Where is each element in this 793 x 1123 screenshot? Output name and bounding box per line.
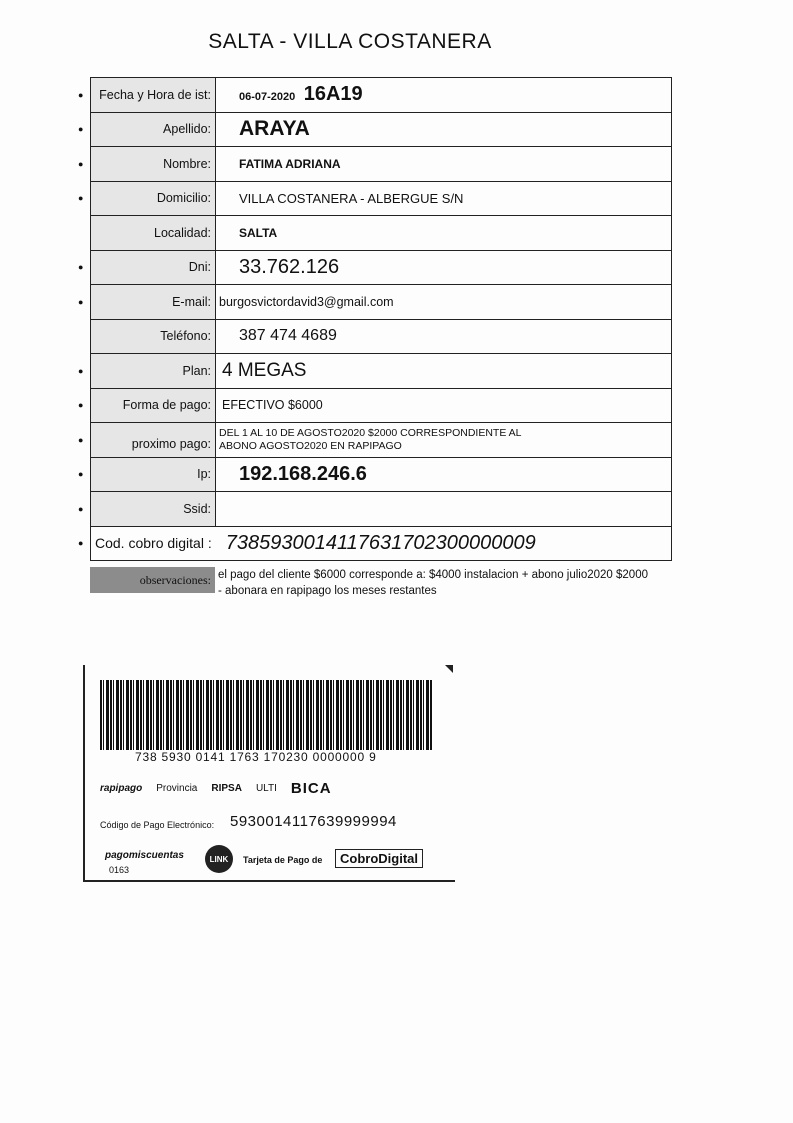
apellido-value: ARAYA	[239, 117, 310, 141]
bullet: ●	[78, 503, 84, 514]
cod-cobro-value: 7385930014117631702300000009	[225, 531, 536, 554]
bullet: ●	[78, 365, 84, 376]
proximo-pago-line2: ABONO AGOSTO2020 EN RAPIPAGO	[219, 439, 402, 452]
bullet: ●	[78, 124, 84, 135]
bullet: ●	[78, 158, 84, 169]
ssid-label: Ssid:	[91, 492, 216, 526]
ip-value: 192.168.246.6	[239, 462, 367, 485]
payment-logos	[100, 780, 332, 797]
cod-cobro-label: Cod. cobro digital :	[95, 535, 212, 552]
domicilio-value: VILLA COSTANERA - ALBERGUE S/N	[239, 190, 464, 206]
barcode-number: 738 5930 0141 1763 170230 0000000 9	[135, 750, 377, 764]
bullet: ●	[78, 262, 84, 273]
row-ssid	[78, 492, 671, 527]
code-label: Código de Pago Electrónico:	[100, 820, 215, 830]
row-dni	[78, 251, 671, 286]
observaciones-label: observaciones:	[90, 567, 215, 593]
telefono-value: 387 474 4689	[239, 327, 337, 345]
nombre-value: FATIMA ADRIANA	[239, 156, 341, 171]
nombre-label: Nombre:	[91, 147, 216, 181]
provincia-logo: Provincia	[156, 783, 198, 794]
dni-value: 33.762.126	[239, 255, 340, 278]
email-label: E-mail:	[91, 285, 216, 319]
corner-mark	[445, 665, 453, 673]
row-forma-pago	[78, 389, 671, 424]
forma-pago-label: Forma de pago:	[91, 389, 216, 423]
code-value: 5930014117639999994	[230, 813, 397, 830]
row-cod-cobro	[78, 527, 671, 561]
ip-label: Ip:	[91, 458, 216, 492]
observaciones	[90, 567, 650, 599]
cobrodigital-logo: CobroDigital	[335, 849, 423, 868]
fecha-label: Fecha y Hora de ist:	[91, 78, 216, 112]
bullet: ●	[78, 434, 84, 445]
bullet: ●	[78, 193, 84, 204]
proximo-pago-line1: DEL 1 AL 10 DE AGOSTO2020 $2000 CORRESPONDIENTE AL	[219, 426, 522, 439]
row-email	[78, 285, 671, 320]
pagomiscuentas-logo: pagomiscuentas	[105, 850, 184, 861]
page-title: SALTA - VILLA COSTANERA	[208, 30, 492, 53]
bullet: ●	[78, 400, 84, 411]
tarjeta-label: Tarjeta de Pago de	[243, 855, 323, 865]
email-value: burgosvictordavid3@gmail.com	[219, 294, 394, 309]
row-apellido	[78, 113, 671, 148]
localidad-label: Localidad:	[91, 216, 216, 250]
fecha-date: 06-07-2020	[239, 91, 296, 104]
bica-logo: BICA	[290, 780, 332, 797]
payment-slip	[83, 665, 455, 882]
bullet: ●	[78, 89, 84, 100]
domicilio-label: Domicilio:	[91, 182, 216, 216]
ulti-logo: ULTI	[255, 783, 277, 794]
bullet: ●	[78, 469, 84, 480]
forma-pago-value: EFECTIVO $6000	[222, 398, 323, 413]
proximo-pago-label: proximo pago:	[91, 423, 216, 457]
fecha-code: 16A19	[303, 83, 363, 106]
plan-value: 4 MEGAS	[222, 359, 307, 381]
ripsa-logo: RIPSA	[211, 783, 242, 794]
bullet: ●	[78, 296, 84, 307]
rapipago-logo: rapipago	[100, 783, 143, 794]
row-nombre	[78, 147, 671, 182]
apellido-label: Apellido:	[91, 113, 216, 147]
row-domicilio	[78, 182, 671, 217]
localidad-value: SALTA	[239, 225, 278, 240]
barcode	[100, 680, 433, 750]
plan-label: Plan:	[91, 354, 216, 388]
row-ip	[78, 458, 671, 493]
row-telefono	[91, 320, 671, 355]
telefono-label: Teléfono:	[91, 320, 216, 354]
row-fecha	[78, 78, 671, 113]
row-plan	[78, 354, 671, 389]
bullet: ●	[78, 538, 84, 549]
row-proximo-pago	[78, 423, 671, 458]
pmc-number: 0163	[109, 865, 130, 875]
client-form	[78, 77, 672, 561]
row-localidad	[91, 216, 671, 251]
observaciones-text: el pago del cliente $6000 corresponde a: $4000 instalacion + abono julio2020 $2000 - abonara en rapipago los meses restantes	[218, 569, 648, 597]
dni-label: Dni:	[91, 251, 216, 285]
link-logo: LINK	[205, 845, 233, 873]
